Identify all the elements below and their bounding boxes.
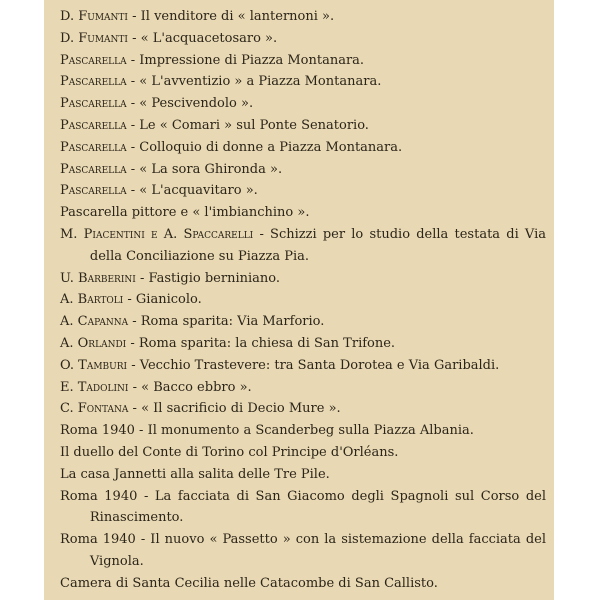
entry-title: - « Bacco ebbro ».: [132, 379, 252, 395]
entry-title: - Roma sparita: Via Marforio.: [132, 314, 325, 330]
entry-title: - « Il sacrificio di Decio Mure ».: [132, 401, 341, 417]
list-item: [60, 311, 546, 333]
list-item: [60, 398, 546, 420]
entry-title: Roma 1940 - Il monumento a Scanderbeg sulla Piazza Albania.: [60, 423, 474, 439]
list-item: [60, 224, 546, 268]
list-item: [60, 355, 546, 377]
entry-author: O. Tamburi: [60, 357, 128, 373]
list-item: [60, 289, 546, 311]
list-item: [60, 137, 546, 159]
list-item: [60, 50, 546, 72]
entry-title: Roma 1940 - La facciata di San Giacomo degli Spagnoli sul Corso del Rinascimento.: [60, 488, 546, 526]
entry-author: Pascarella: [60, 96, 127, 112]
entry-author: M. Piacentini e A. Spaccarelli: [60, 226, 254, 242]
entry-title: - Roma sparita: la chiesa di San Trifone.: [130, 335, 396, 351]
entry-author: D. Fumanti: [60, 9, 128, 24]
list-item: [60, 71, 546, 93]
entry-author: U. Barberini: [60, 270, 136, 286]
entry-title: - Colloquio di donne a Piazza Montanara.: [130, 139, 403, 155]
entry-title: - Le « Comari » sul Ponte Senatorio.: [130, 117, 369, 133]
entry-author: D. Fumanti: [60, 30, 128, 46]
entry-title: Camera di Santa Cecilia nelle Catacombe di San Callisto.: [60, 575, 438, 591]
list-item: [60, 486, 546, 530]
entry-title: Roma 1940 - Il nuovo « Passetto » con la sistemazione della facciata del Vignola.: [60, 532, 546, 569]
entry-title: Il duello del Conte di Torino col Principe d'Orléans.: [60, 444, 399, 460]
entry-author: A. Bartoli: [60, 292, 124, 308]
list-item: [60, 180, 546, 202]
list-item: [60, 573, 546, 595]
list-item: [60, 442, 546, 464]
entry-author: A. Orlandi: [60, 335, 127, 351]
list-item: [60, 420, 546, 442]
list-item: [60, 115, 546, 137]
entry-title: - Fastigio berniniano.: [139, 270, 281, 286]
list-item: [60, 6, 546, 28]
entry-author: Pascarella: [60, 117, 127, 133]
entry-title: - « Pescivendolo ».: [130, 96, 254, 112]
entry-author: Pascarella: [60, 74, 127, 90]
list-item: [60, 464, 546, 486]
entry-author: Pascarella: [60, 161, 127, 177]
entry-author: Pascarella: [60, 52, 127, 68]
entry-author: E. Tadolini: [60, 379, 129, 395]
entry-title: La casa Jannetti alla salita delle Tre Pile.: [60, 466, 330, 482]
entry-title: - « L'acquavitaro ».: [130, 183, 258, 199]
entry-title: - Impressione di Piazza Montanara.: [130, 52, 365, 68]
entry-title: - « La sora Ghironda ».: [130, 161, 283, 177]
entry-title: - Il venditore di « lanternoni ».: [132, 9, 335, 24]
list-item: [60, 529, 546, 573]
list-item: [60, 159, 546, 181]
document-page: [44, 0, 554, 600]
entry-title: - « L'avventizio » a Piazza Montanara.: [130, 74, 382, 90]
entry-author: C. Fontana: [60, 401, 129, 417]
entry-author: Pascarella: [60, 139, 127, 155]
entry-title: - Gianicolo.: [127, 292, 202, 308]
illustration-list: [60, 6, 546, 595]
entry-title: - Schizzi per lo studio della testata di Via della Conciliazione su Piazza Pia.: [89, 226, 546, 264]
entry-title: Pascarella pittore e « l'imbianchino ».: [60, 205, 310, 221]
list-item: [60, 28, 546, 50]
entry-author: A. Capanna: [60, 314, 129, 330]
entry-author: Pascarella: [60, 183, 127, 199]
entry-title: - Vecchio Trastevere: tra Santa Dorotea e Via Garibaldi.: [131, 357, 500, 373]
list-item: [60, 93, 546, 115]
list-item: [60, 268, 546, 290]
list-item: [60, 333, 546, 355]
list-item: [60, 202, 546, 224]
entry-title: - « L'acquacetosaro ».: [132, 30, 278, 46]
list-item: [60, 377, 546, 399]
